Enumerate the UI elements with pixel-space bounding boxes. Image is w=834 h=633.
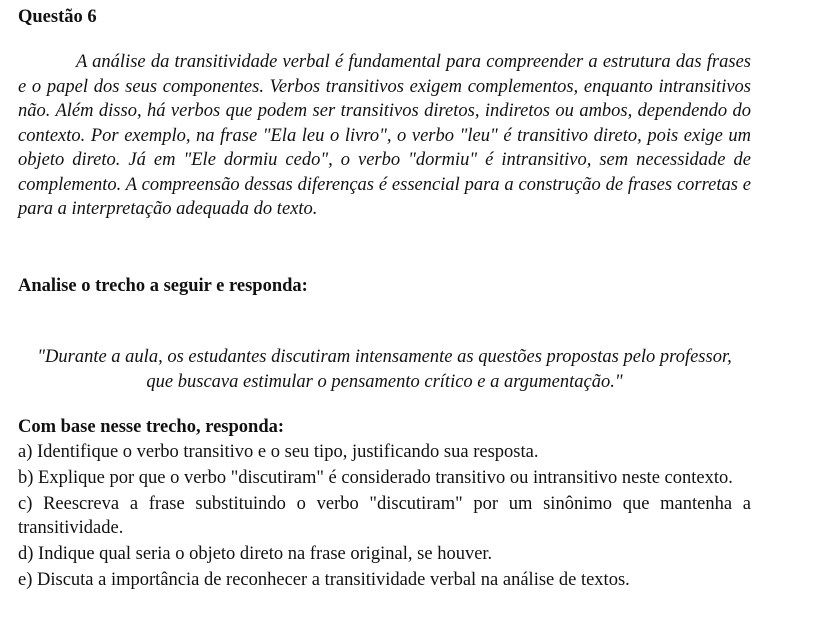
sub-question-e: e) Discuta a importância de reconhecer a transitividade verbal na análise de textos. <box>18 569 630 590</box>
quote-line-1: "Durante a aula, os estudantes discutiram intensamente as questões propostas pelo professor, <box>37 347 732 367</box>
sub-question-list <box>18 440 751 594</box>
sub-question-a: a) Identifique o verbo transitivo e o seu tipo, justificando sua resposta. <box>18 442 539 462</box>
prompt-heading: Com base nesse trecho, responda: <box>18 417 285 437</box>
sub-question-b: b) Explique por que o verbo "discutiram" é considerado transitivo ou intransitivo neste contexto. <box>18 467 733 488</box>
quote-line-2: que buscava estimular o pensamento crítico e a argumentação." <box>146 371 623 392</box>
sub-question-d: d) Indique qual seria o objeto direto na frase original, se houver. <box>18 544 493 565</box>
analyze-heading: Analise o trecho a seguir e responda: <box>18 276 308 296</box>
intro-paragraph: A análise da transitividade verbal é fundamental para compreender a estrutura das frases e o papel dos seus componentes. Verbos transitivos exigem complementos, enquanto intransitivos não. Além disso, há verbos que podem ser transitivos diretos, indiretos ou ambos, dependendo do contexto. Por exemplo, na frase "Ela leu o livro", o verbo "leu" é transitivo direto, pois exige um objeto direto. Já em "Ele dormiu cedo", o verbo "dormiu" é intransitivo, sem necessidade de complemento. A compreensão dessas diferenças é essencial para a construção de frases corretas e para a interpretação adequada do texto. <box>18 52 751 219</box>
sub-question-c: c) Reescreva a frase substituindo o verbo "discutiram" por um sinônimo que mantenha a transitividade. <box>18 493 751 539</box>
quoted-excerpt <box>18 345 751 394</box>
question-title: Questão 6 <box>18 7 97 27</box>
